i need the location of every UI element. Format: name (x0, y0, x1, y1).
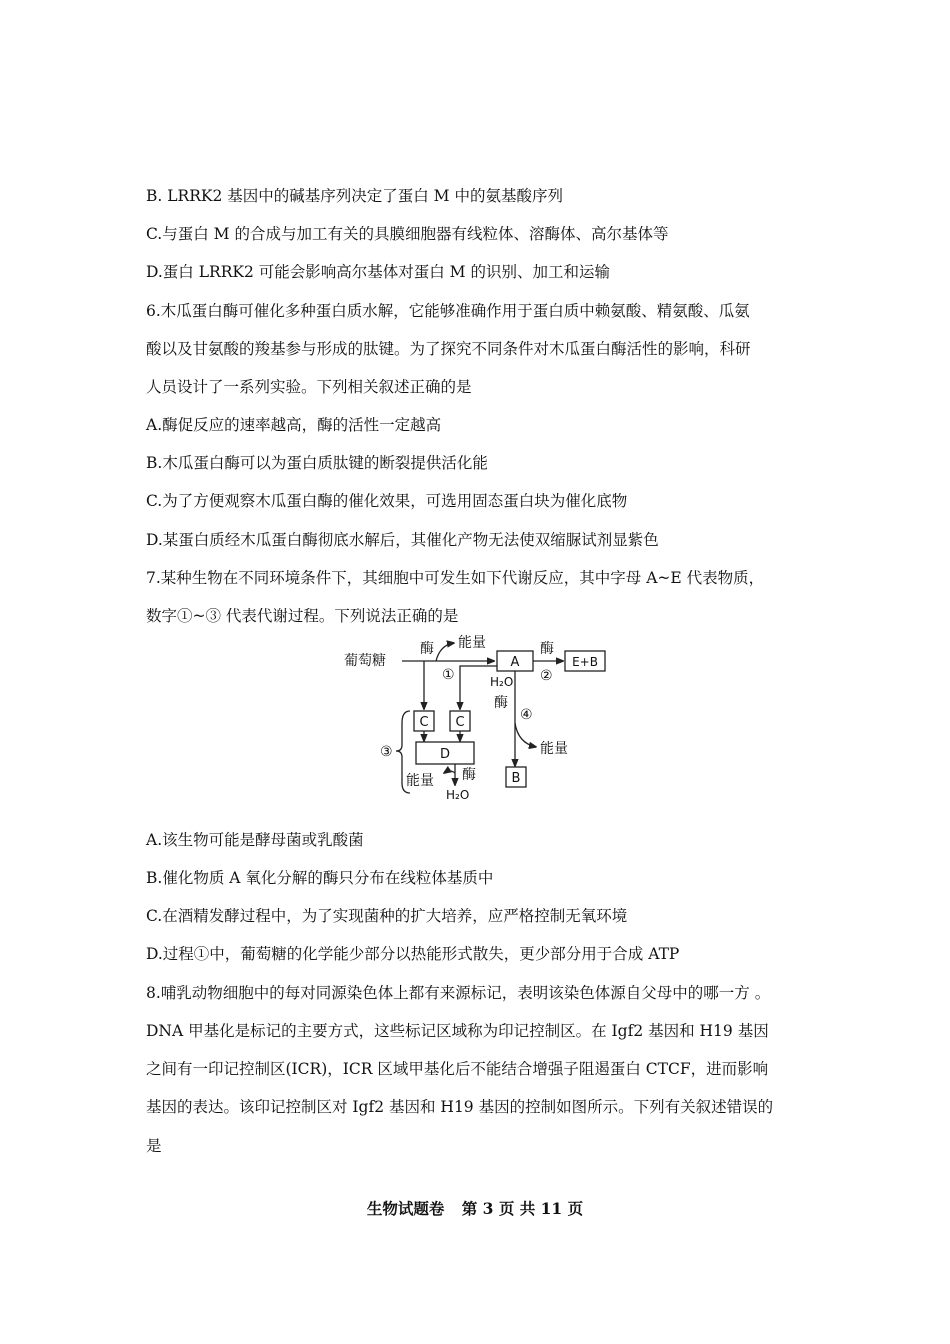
q6-stem-line-1: 6.木瓜蛋白酶可催化多种蛋白质水解，它能够准确作用于蛋白质中赖氨酸、精氨酸、瓜氨 (146, 302, 750, 320)
glucose-label: 葡萄糖 (344, 653, 386, 669)
q6-option-d: D.某蛋白质经木瓜蛋白酶彻底水解后，其催化产物无法使双缩脲试剂显紫色 (146, 531, 659, 549)
q7-option-a: A.该生物可能是酵母菌或乳酸菌 (146, 831, 364, 849)
box-b-label: B (511, 771, 521, 786)
box-eb-label: E+B (572, 655, 598, 669)
q6-stem-line-2: 酸以及甘氨酸的羧基参与形成的肽键。为了探究不同条件对木瓜蛋白酶活性的影响，科研 (146, 340, 751, 358)
q5-option-c: C.与蛋白 M 的合成与加工有关的具膜细胞器有线粒体、溶酶体、高尔基体等 (146, 225, 669, 243)
process-4-label: ④ (520, 707, 533, 723)
q7-stem-line-2: 数字①~③ 代表代谢过程。下列说法正确的是 (146, 607, 459, 625)
q6-stem-line-3: 人员设计了一系列实验。下列相关叙述正确的是 (146, 378, 472, 396)
process-1-label: ① (442, 667, 455, 683)
arrow-energy-1 (436, 643, 454, 661)
process-3-label: ③ (380, 744, 393, 760)
enzyme-label-3: 酶 (462, 767, 476, 783)
q6-option-b: B.木瓜蛋白酶可以为蛋白质肽键的断裂提供活化能 (146, 454, 488, 472)
box-c-1-label: C (419, 715, 429, 730)
water-label-2: H₂O (446, 788, 470, 802)
box-d-label: D (439, 747, 451, 762)
enzyme-label-1: 酶 (420, 641, 434, 657)
page-footer (0, 1197, 950, 1219)
q8-stem-line-3: 之间有一印记控制区(ICR)，ICR 区域甲基化后不能结合增强子阻遏蛋白 CTCF，进而影响 (146, 1060, 769, 1078)
q5-option-d: D.蛋白 LRRK2 可能会影响高尔基体对蛋白 M 的识别、加工和运输 (146, 263, 610, 281)
q6-option-a: A.酶促反应的速率越高，酶的活性一定越高 (146, 416, 442, 434)
q7-stem-line-1: 7.某种生物在不同环境条件下，其细胞中可发生如下代谢反应，其中字母 A~E 代表物质， (146, 569, 765, 587)
box-c-2-label: C (455, 715, 465, 730)
energy-label-1: 能量 (458, 635, 486, 651)
q8-stem-line-2: DNA 甲基化是标记的主要方式，这些标记区域称为印记控制区。在 Igf2 基因和 H19 基因 (146, 1022, 769, 1040)
energy-label-3: 能量 (406, 773, 434, 789)
footer-page-number: 第 3 页 共 11 页 (461, 1199, 584, 1218)
process-2-label: ② (540, 668, 553, 684)
energy-label-4: 能量 (540, 741, 568, 757)
box-a-label: A (510, 655, 520, 670)
q8-stem-line-4: 基因的表达。该印记控制区对 Igf2 基因和 H19 基因的控制如图所示。下列有关叙述错误的 (146, 1098, 774, 1116)
q8-stem-line-5: 是 (146, 1137, 162, 1155)
q7-option-c: C.在酒精发酵过程中，为了实现菌种的扩大培养，应严格控制无氧环境 (146, 907, 628, 925)
q5-option-b: B. LRRK2 基因中的碱基序列决定了蛋白 M 中的氨基酸序列 (146, 187, 563, 205)
footer-title: 生物试题卷 (366, 1199, 445, 1218)
arrow-energy-3 (444, 771, 455, 773)
water-label-1: H₂O (490, 675, 514, 689)
q8-stem-line-1: 8.哺乳动物细胞中的每对同源染色体上都有来源标记，表明该染色体源自父母中的哪一方 。 (146, 984, 771, 1002)
metabolism-diagram (340, 633, 620, 808)
arrow-energy-4 (515, 723, 536, 747)
q7-option-b: B.催化物质 A 氧化分解的酶只分布在线粒体基质中 (146, 869, 494, 887)
enzyme-label-2: 酶 (540, 641, 554, 657)
enzyme-label-4: 酶 (494, 695, 508, 711)
q6-option-c: C.为了方便观察木瓜蛋白酶的催化效果，可选用固态蛋白块为催化底物 (146, 492, 628, 510)
q7-option-d: D.过程①中，葡萄糖的化学能少部分以热能形式散失，更少部分用于合成 ATP (146, 945, 680, 963)
